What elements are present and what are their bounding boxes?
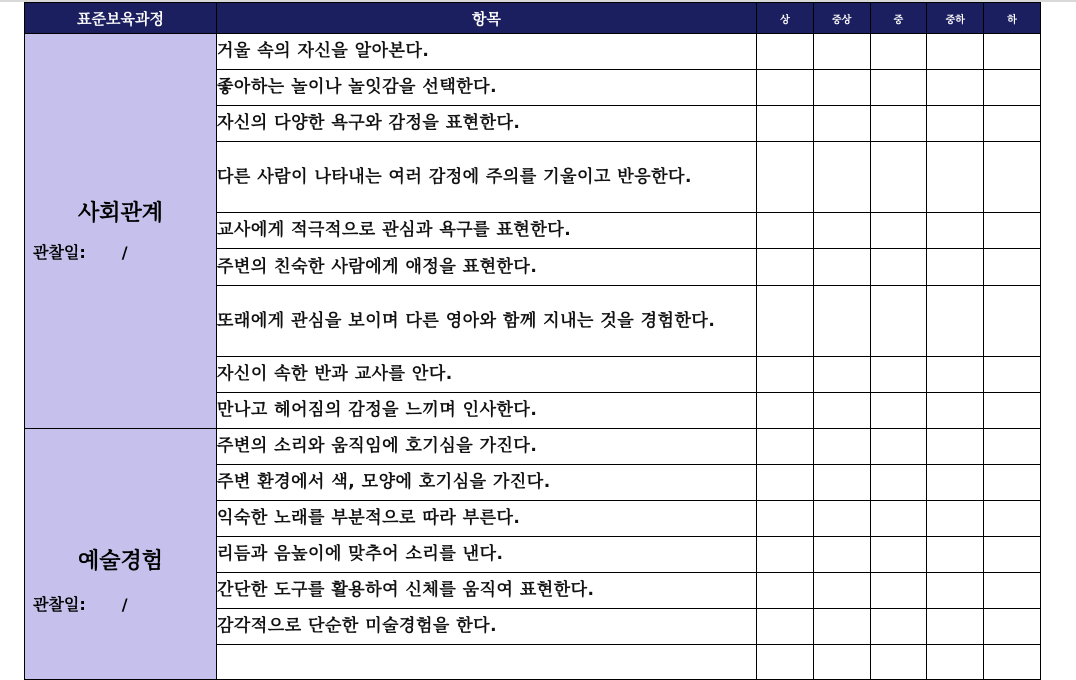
grade-cell[interactable] — [984, 609, 1041, 645]
header-grade-mid-high: 중상 — [813, 3, 870, 34]
grade-cell[interactable] — [757, 249, 814, 285]
grade-cell[interactable] — [757, 537, 814, 573]
section-social — [25, 34, 217, 429]
grade-cell[interactable] — [870, 34, 927, 70]
section-title: 사회관계 — [77, 201, 163, 226]
grade-cell[interactable] — [757, 70, 814, 106]
grade-cell[interactable] — [757, 285, 814, 356]
grade-cell[interactable] — [813, 537, 870, 573]
grade-cell[interactable] — [927, 356, 984, 392]
item-text: 리듬과 음높이에 맞추어 소리를 낸다. — [217, 537, 757, 573]
grade-cell[interactable] — [984, 501, 1041, 537]
evaluation-table — [24, 2, 1041, 680]
grade-cell[interactable] — [984, 356, 1041, 392]
grade-cell[interactable] — [870, 392, 927, 428]
item-text: 주변 환경에서 색, 모양에 호기심을 가진다. — [217, 465, 757, 501]
grade-cell[interactable] — [870, 142, 927, 213]
observation-label: 관찰일: — [33, 595, 86, 614]
table-row — [25, 429, 1041, 465]
grade-cell[interactable] — [927, 645, 984, 680]
table-row — [25, 34, 1041, 70]
grade-cell[interactable] — [757, 465, 814, 501]
item-text: 좋아하는 놀이나 놀잇감을 선택한다. — [217, 70, 757, 106]
item-text: 익숙한 노래를 부분적으로 따라 부른다. — [217, 501, 757, 537]
grade-cell[interactable] — [870, 645, 927, 680]
grade-cell[interactable] — [757, 501, 814, 537]
header-area: 표준보육과정 — [25, 3, 217, 34]
grade-cell[interactable] — [927, 429, 984, 465]
grade-cell[interactable] — [984, 573, 1041, 609]
grade-cell[interactable] — [927, 106, 984, 142]
grade-cell[interactable] — [813, 645, 870, 680]
grade-cell[interactable] — [984, 34, 1041, 70]
item-text: 간단한 도구를 활용하여 신체를 움직여 표현한다. — [217, 573, 757, 609]
observation-date[interactable] — [33, 240, 128, 263]
item-text: 자신의 다양한 욕구와 감정을 표현한다. — [217, 106, 757, 142]
item-text: 또래에게 관심을 보이며 다른 영아와 함께 지내는 것을 경험한다. — [217, 285, 757, 356]
grade-cell[interactable] — [813, 34, 870, 70]
grade-cell[interactable] — [813, 70, 870, 106]
grade-cell[interactable] — [757, 429, 814, 465]
header-grade-mid-low: 중하 — [927, 3, 984, 34]
grade-cell[interactable] — [813, 573, 870, 609]
section-art — [25, 429, 217, 680]
grade-cell[interactable] — [927, 573, 984, 609]
grade-cell[interactable] — [984, 142, 1041, 213]
grade-cell[interactable] — [984, 285, 1041, 356]
section-title: 예술경험 — [77, 549, 163, 574]
observation-slash: / — [121, 595, 128, 614]
grade-cell[interactable] — [870, 213, 927, 249]
grade-cell[interactable] — [870, 106, 927, 142]
grade-cell[interactable] — [757, 106, 814, 142]
observation-date[interactable] — [33, 592, 128, 615]
grade-cell[interactable] — [813, 501, 870, 537]
grade-cell[interactable] — [984, 213, 1041, 249]
grade-cell[interactable] — [984, 537, 1041, 573]
item-text: 주변의 친숙한 사람에게 애정을 표현한다. — [217, 249, 757, 285]
item-text: 만나고 헤어짐의 감정을 느끼며 인사한다. — [217, 392, 757, 428]
grade-cell[interactable] — [757, 573, 814, 609]
grade-cell[interactable] — [757, 142, 814, 213]
item-text: 감각적으로 단순한 미술경험을 한다. — [217, 609, 757, 645]
grade-cell[interactable] — [757, 609, 814, 645]
item-text-empty — [217, 645, 757, 680]
grade-cell[interactable] — [757, 392, 814, 428]
grade-cell[interactable] — [813, 356, 870, 392]
grade-cell[interactable] — [813, 429, 870, 465]
observation-label: 관찰일: — [33, 243, 86, 262]
grade-cell[interactable] — [813, 249, 870, 285]
header-row — [25, 3, 1041, 34]
grade-cell[interactable] — [984, 429, 1041, 465]
grade-cell[interactable] — [757, 645, 814, 680]
grade-cell[interactable] — [927, 70, 984, 106]
grade-cell[interactable] — [813, 106, 870, 142]
grade-cell[interactable] — [870, 70, 927, 106]
item-text: 자신이 속한 반과 교사를 안다. — [217, 356, 757, 392]
item-text: 다른 사람이 나타내는 여러 감정에 주의를 기울이고 반응한다. — [217, 142, 757, 213]
grade-cell[interactable] — [870, 249, 927, 285]
grade-cell[interactable] — [813, 285, 870, 356]
grade-cell[interactable] — [870, 537, 927, 573]
grade-cell[interactable] — [927, 501, 984, 537]
grade-cell[interactable] — [927, 537, 984, 573]
grade-cell[interactable] — [927, 34, 984, 70]
grade-cell[interactable] — [870, 573, 927, 609]
grade-cell[interactable] — [870, 465, 927, 501]
grade-cell[interactable] — [984, 106, 1041, 142]
grade-cell[interactable] — [813, 465, 870, 501]
header-grade-high: 상 — [757, 3, 814, 34]
grade-cell[interactable] — [813, 609, 870, 645]
grade-cell[interactable] — [870, 609, 927, 645]
grade-cell[interactable] — [813, 142, 870, 213]
grade-cell[interactable] — [870, 356, 927, 392]
grade-cell[interactable] — [813, 392, 870, 428]
grade-cell[interactable] — [984, 465, 1041, 501]
grade-cell[interactable] — [870, 429, 927, 465]
grade-cell[interactable] — [984, 392, 1041, 428]
grade-cell[interactable] — [927, 213, 984, 249]
header-grade-mid: 중 — [870, 3, 927, 34]
grade-cell[interactable] — [927, 249, 984, 285]
grade-cell[interactable] — [757, 34, 814, 70]
grade-cell[interactable] — [757, 213, 814, 249]
item-text: 주변의 소리와 움직임에 호기심을 가진다. — [217, 429, 757, 465]
grade-cell[interactable] — [984, 70, 1041, 106]
grade-cell[interactable] — [984, 249, 1041, 285]
header-grade-low: 하 — [984, 3, 1041, 34]
item-text: 거울 속의 자신을 알아본다. — [217, 34, 757, 70]
grade-cell[interactable] — [870, 501, 927, 537]
header-item: 항목 — [217, 3, 757, 34]
grade-cell[interactable] — [927, 609, 984, 645]
grade-cell[interactable] — [927, 392, 984, 428]
grade-cell[interactable] — [813, 213, 870, 249]
grade-cell[interactable] — [927, 285, 984, 356]
grade-cell[interactable] — [927, 142, 984, 213]
grade-cell[interactable] — [870, 285, 927, 356]
observation-slash: / — [121, 243, 128, 262]
grade-cell[interactable] — [757, 356, 814, 392]
item-text: 교사에게 적극적으로 관심과 욕구를 표현한다. — [217, 213, 757, 249]
grade-cell[interactable] — [927, 465, 984, 501]
grade-cell[interactable] — [984, 645, 1041, 680]
